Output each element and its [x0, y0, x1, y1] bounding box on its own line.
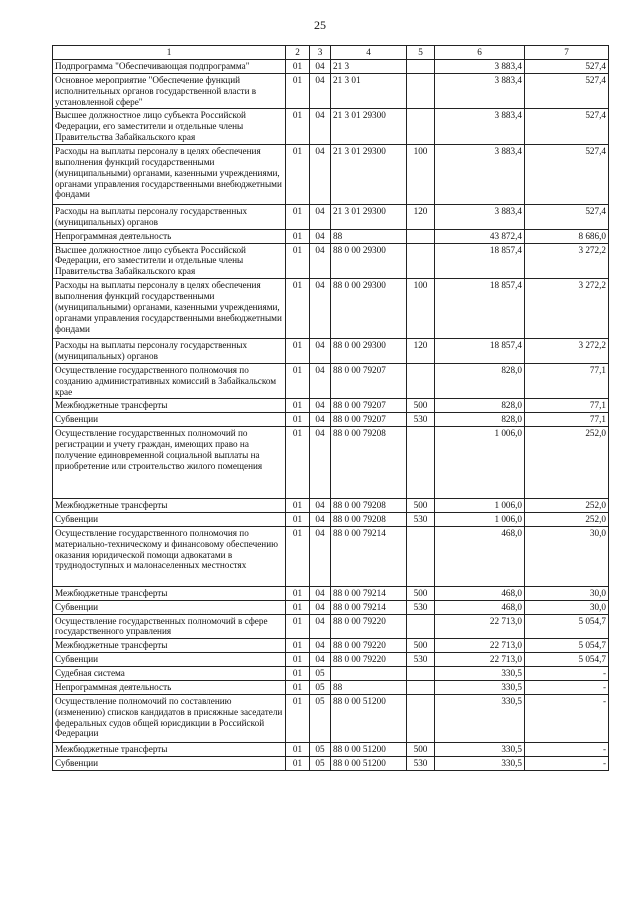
cell-name: Межбюджетные трансферты — [53, 586, 286, 600]
cell-amount-plan: 18 857,4 — [435, 279, 525, 339]
table-row — [53, 586, 609, 600]
cell-name: Непрограммная деятельность — [53, 680, 286, 694]
cell-target-article: 88 0 00 79208 — [331, 513, 407, 527]
cell-name: Высшее должностное лицо субъекта Российской Федерации, его заместители и отдельные члены Правительства Забайкальского края — [53, 243, 286, 279]
cell-section: 01 — [286, 60, 310, 74]
cell-subsection: 05 — [310, 742, 331, 756]
cell-subsection: 04 — [310, 526, 331, 586]
cell-amount-plan: 1 006,0 — [435, 513, 525, 527]
cell-section: 01 — [286, 499, 310, 513]
cell-amount-actual: 252,0 — [525, 499, 609, 513]
cell-amount-actual: 77,1 — [525, 399, 609, 413]
cell-target-article: 88 0 00 29300 — [331, 339, 407, 364]
cell-target-article: 21 3 01 29300 — [331, 109, 407, 145]
cell-expense-type: 500 — [407, 586, 435, 600]
cell-expense-type — [407, 363, 435, 399]
cell-amount-plan: 18 857,4 — [435, 243, 525, 279]
table-row — [53, 653, 609, 667]
cell-name: Межбюджетные трансферты — [53, 639, 286, 653]
cell-name: Межбюджетные трансферты — [53, 399, 286, 413]
cell-subsection: 04 — [310, 145, 331, 205]
table-row — [53, 526, 609, 586]
cell-target-article: 88 0 00 79207 — [331, 363, 407, 399]
cell-amount-plan: 468,0 — [435, 586, 525, 600]
table-body — [53, 60, 609, 771]
table-row — [53, 667, 609, 681]
cell-amount-plan: 3 883,4 — [435, 205, 525, 230]
cell-name: Подпрограмма "Обеспечивающая подпрограмма" — [53, 60, 286, 74]
table-row — [53, 205, 609, 230]
cell-section: 01 — [286, 279, 310, 339]
cell-expense-type: 530 — [407, 513, 435, 527]
cell-section: 01 — [286, 756, 310, 770]
cell-section: 01 — [286, 399, 310, 413]
cell-subsection: 04 — [310, 205, 331, 230]
table-row — [53, 73, 609, 109]
cell-subsection: 04 — [310, 614, 331, 639]
cell-amount-actual: 77,1 — [525, 363, 609, 399]
cell-amount-plan: 330,5 — [435, 742, 525, 756]
cell-amount-actual: 30,0 — [525, 600, 609, 614]
cell-section: 01 — [286, 694, 310, 742]
table-row — [53, 614, 609, 639]
table-row — [53, 639, 609, 653]
col-header-4: 4 — [331, 46, 407, 60]
cell-expense-type: 500 — [407, 639, 435, 653]
cell-amount-plan: 1 006,0 — [435, 499, 525, 513]
cell-name: Осуществление государственного полномочия по созданию административных комиссий в Забайкальском крае — [53, 363, 286, 399]
cell-name: Основное мероприятие "Обеспечение функций исполнительных органов государственной власти в установленной сфере" — [53, 73, 286, 109]
cell-subsection: 04 — [310, 653, 331, 667]
cell-section: 01 — [286, 614, 310, 639]
cell-amount-actual: 527,4 — [525, 145, 609, 205]
cell-amount-plan: 18 857,4 — [435, 339, 525, 364]
cell-target-article: 88 0 00 51200 — [331, 756, 407, 770]
cell-name: Судебная система — [53, 667, 286, 681]
cell-section: 01 — [286, 243, 310, 279]
cell-name: Расходы на выплаты персоналу государственных (муниципальных) органов — [53, 205, 286, 230]
cell-expense-type: 100 — [407, 145, 435, 205]
page-number: 25 — [314, 18, 326, 32]
table-row — [53, 229, 609, 243]
table-row — [53, 413, 609, 427]
col-header-5: 5 — [407, 46, 435, 60]
cell-target-article: 88 0 00 79208 — [331, 499, 407, 513]
col-header-6: 6 — [435, 46, 525, 60]
cell-expense-type — [407, 667, 435, 681]
cell-section: 01 — [286, 145, 310, 205]
cell-amount-plan: 828,0 — [435, 399, 525, 413]
cell-expense-type — [407, 60, 435, 74]
cell-amount-plan: 468,0 — [435, 526, 525, 586]
table-row — [53, 243, 609, 279]
cell-subsection: 04 — [310, 639, 331, 653]
cell-amount-actual: - — [525, 680, 609, 694]
cell-section: 01 — [286, 742, 310, 756]
table-row — [53, 60, 609, 74]
cell-name: Высшее должностное лицо субъекта Российской Федерации, его заместители и отдельные члены Правительства Забайкальского края — [53, 109, 286, 145]
cell-name: Расходы на выплаты персоналу в целях обеспечения выполнения функций государственными (муниципальными) органами, казенными учреждениями, органами управления государственными внебюджетными фондами — [53, 145, 286, 205]
col-header-3: 3 — [310, 46, 331, 60]
cell-subsection: 05 — [310, 680, 331, 694]
table-row — [53, 680, 609, 694]
cell-amount-plan: 330,5 — [435, 694, 525, 742]
table-row — [53, 363, 609, 399]
cell-section: 01 — [286, 339, 310, 364]
col-header-7: 7 — [525, 46, 609, 60]
cell-amount-actual: 77,1 — [525, 413, 609, 427]
cell-amount-plan: 330,5 — [435, 667, 525, 681]
cell-amount-plan: 22 713,0 — [435, 639, 525, 653]
table-row — [53, 109, 609, 145]
cell-subsection: 04 — [310, 399, 331, 413]
cell-amount-plan: 330,5 — [435, 756, 525, 770]
table-row — [53, 499, 609, 513]
cell-subsection: 04 — [310, 60, 331, 74]
cell-amount-actual: 8 686,0 — [525, 229, 609, 243]
cell-subsection: 04 — [310, 499, 331, 513]
header-row — [53, 46, 609, 60]
cell-expense-type — [407, 694, 435, 742]
cell-target-article: 88 0 00 51200 — [331, 694, 407, 742]
cell-expense-type: 120 — [407, 339, 435, 364]
cell-amount-actual: - — [525, 756, 609, 770]
cell-amount-actual: 5 054,7 — [525, 639, 609, 653]
cell-subsection: 05 — [310, 694, 331, 742]
cell-amount-plan: 828,0 — [435, 413, 525, 427]
cell-amount-actual: - — [525, 742, 609, 756]
cell-name: Субвенции — [53, 413, 286, 427]
cell-name: Осуществление государственного полномочия по материально-техническому и финансовому обеспечению оказания юридической помощи адвокатами в труднодоступных и малонаселенных местностях — [53, 526, 286, 586]
cell-target-article: 88 0 00 79220 — [331, 614, 407, 639]
cell-amount-plan: 468,0 — [435, 600, 525, 614]
cell-amount-actual: 5 054,7 — [525, 653, 609, 667]
cell-subsection: 04 — [310, 413, 331, 427]
cell-name: Расходы на выплаты персоналу государственных (муниципальных) органов — [53, 339, 286, 364]
cell-target-article: 88 0 00 79220 — [331, 639, 407, 653]
cell-subsection: 04 — [310, 229, 331, 243]
cell-target-article: 88 0 00 29300 — [331, 243, 407, 279]
cell-expense-type: 530 — [407, 653, 435, 667]
cell-section: 01 — [286, 600, 310, 614]
cell-expense-type: 120 — [407, 205, 435, 230]
cell-section: 01 — [286, 109, 310, 145]
cell-expense-type — [407, 229, 435, 243]
cell-expense-type: 530 — [407, 413, 435, 427]
budget-table — [52, 45, 609, 771]
cell-amount-plan: 3 883,4 — [435, 109, 525, 145]
cell-target-article: 21 3 01 — [331, 73, 407, 109]
table-row — [53, 279, 609, 339]
cell-target-article: 88 — [331, 229, 407, 243]
cell-section: 01 — [286, 667, 310, 681]
cell-target-article: 88 0 00 79208 — [331, 427, 407, 499]
cell-amount-plan: 43 872,4 — [435, 229, 525, 243]
cell-subsection: 04 — [310, 73, 331, 109]
cell-amount-actual: 527,4 — [525, 60, 609, 74]
cell-name: Субвенции — [53, 653, 286, 667]
table-row — [53, 694, 609, 742]
cell-target-article: 21 3 01 29300 — [331, 205, 407, 230]
cell-subsection: 04 — [310, 586, 331, 600]
cell-section: 01 — [286, 363, 310, 399]
cell-expense-type — [407, 73, 435, 109]
cell-amount-plan: 828,0 — [435, 363, 525, 399]
col-header-1: 1 — [53, 46, 286, 60]
cell-name: Субвенции — [53, 756, 286, 770]
cell-amount-actual: 3 272,2 — [525, 339, 609, 364]
cell-section: 01 — [286, 526, 310, 586]
cell-amount-plan: 22 713,0 — [435, 614, 525, 639]
cell-target-article: 88 0 00 79220 — [331, 653, 407, 667]
table-row — [53, 399, 609, 413]
table-row — [53, 742, 609, 756]
table-row — [53, 513, 609, 527]
cell-section: 01 — [286, 413, 310, 427]
cell-amount-plan: 330,5 — [435, 680, 525, 694]
cell-target-article: 88 — [331, 680, 407, 694]
col-header-2: 2 — [286, 46, 310, 60]
cell-target-article: 88 0 00 29300 — [331, 279, 407, 339]
cell-amount-actual: - — [525, 667, 609, 681]
cell-subsection: 04 — [310, 279, 331, 339]
cell-name: Осуществление государственных полномочий в сфере государственного управления — [53, 614, 286, 639]
cell-subsection: 04 — [310, 339, 331, 364]
cell-section: 01 — [286, 680, 310, 694]
cell-amount-actual: - — [525, 694, 609, 742]
cell-amount-actual: 527,4 — [525, 109, 609, 145]
cell-amount-actual: 527,4 — [525, 205, 609, 230]
table-row — [53, 756, 609, 770]
cell-amount-plan: 3 883,4 — [435, 73, 525, 109]
cell-expense-type: 100 — [407, 279, 435, 339]
cell-name: Межбюджетные трансферты — [53, 499, 286, 513]
cell-subsection: 05 — [310, 756, 331, 770]
cell-amount-plan: 3 883,4 — [435, 145, 525, 205]
cell-target-article: 88 0 00 79207 — [331, 413, 407, 427]
cell-target-article: 21 3 — [331, 60, 407, 74]
cell-section: 01 — [286, 205, 310, 230]
cell-expense-type: 500 — [407, 499, 435, 513]
cell-expense-type: 500 — [407, 742, 435, 756]
cell-subsection: 04 — [310, 513, 331, 527]
cell-subsection: 04 — [310, 600, 331, 614]
cell-amount-actual: 5 054,7 — [525, 614, 609, 639]
cell-expense-type — [407, 680, 435, 694]
cell-name: Осуществление полномочий по составлению (изменению) списков кандидатов в присяжные заседатели федеральных судов общей юрисдикции в Российской Федерации — [53, 694, 286, 742]
table-row — [53, 600, 609, 614]
cell-amount-actual: 527,4 — [525, 73, 609, 109]
cell-subsection: 04 — [310, 427, 331, 499]
cell-name: Межбюджетные трансферты — [53, 742, 286, 756]
cell-amount-plan: 22 713,0 — [435, 653, 525, 667]
table-row — [53, 145, 609, 205]
cell-target-article: 21 3 01 29300 — [331, 145, 407, 205]
cell-expense-type: 530 — [407, 756, 435, 770]
cell-name: Субвенции — [53, 600, 286, 614]
cell-subsection: 04 — [310, 243, 331, 279]
cell-expense-type: 500 — [407, 399, 435, 413]
cell-expense-type — [407, 614, 435, 639]
cell-amount-actual: 252,0 — [525, 427, 609, 499]
cell-target-article: 88 0 00 51200 — [331, 742, 407, 756]
cell-amount-plan: 1 006,0 — [435, 427, 525, 499]
cell-section: 01 — [286, 73, 310, 109]
cell-name: Осуществление государственных полномочий по регистрации и учету граждан, имеющих право на получение единовременной социальной выплаты на приобретение или строительство жилого помещения — [53, 427, 286, 499]
cell-target-article: 88 0 00 79214 — [331, 600, 407, 614]
cell-amount-actual: 30,0 — [525, 526, 609, 586]
cell-subsection: 04 — [310, 363, 331, 399]
cell-expense-type: 530 — [407, 600, 435, 614]
cell-section: 01 — [286, 229, 310, 243]
cell-amount-actual: 3 272,2 — [525, 243, 609, 279]
cell-target-article: 88 0 00 79214 — [331, 586, 407, 600]
cell-expense-type — [407, 427, 435, 499]
cell-amount-actual: 252,0 — [525, 513, 609, 527]
table-row — [53, 427, 609, 499]
cell-subsection: 05 — [310, 667, 331, 681]
cell-section: 01 — [286, 513, 310, 527]
cell-expense-type — [407, 109, 435, 145]
cell-section: 01 — [286, 586, 310, 600]
cell-expense-type — [407, 243, 435, 279]
cell-amount-actual: 30,0 — [525, 586, 609, 600]
cell-name: Непрограммная деятельность — [53, 229, 286, 243]
cell-name: Субвенции — [53, 513, 286, 527]
cell-expense-type — [407, 526, 435, 586]
cell-target-article — [331, 667, 407, 681]
cell-amount-actual: 3 272,2 — [525, 279, 609, 339]
cell-target-article: 88 0 00 79207 — [331, 399, 407, 413]
cell-section: 01 — [286, 639, 310, 653]
cell-section: 01 — [286, 653, 310, 667]
cell-amount-plan: 3 883,4 — [435, 60, 525, 74]
cell-name: Расходы на выплаты персоналу в целях обеспечения выполнения функций государственными (муниципальными) органами, казенными учреждениями, органами управления государственными внебюджетными фондами — [53, 279, 286, 339]
table-row — [53, 339, 609, 364]
cell-section: 01 — [286, 427, 310, 499]
cell-target-article: 88 0 00 79214 — [331, 526, 407, 586]
cell-subsection: 04 — [310, 109, 331, 145]
